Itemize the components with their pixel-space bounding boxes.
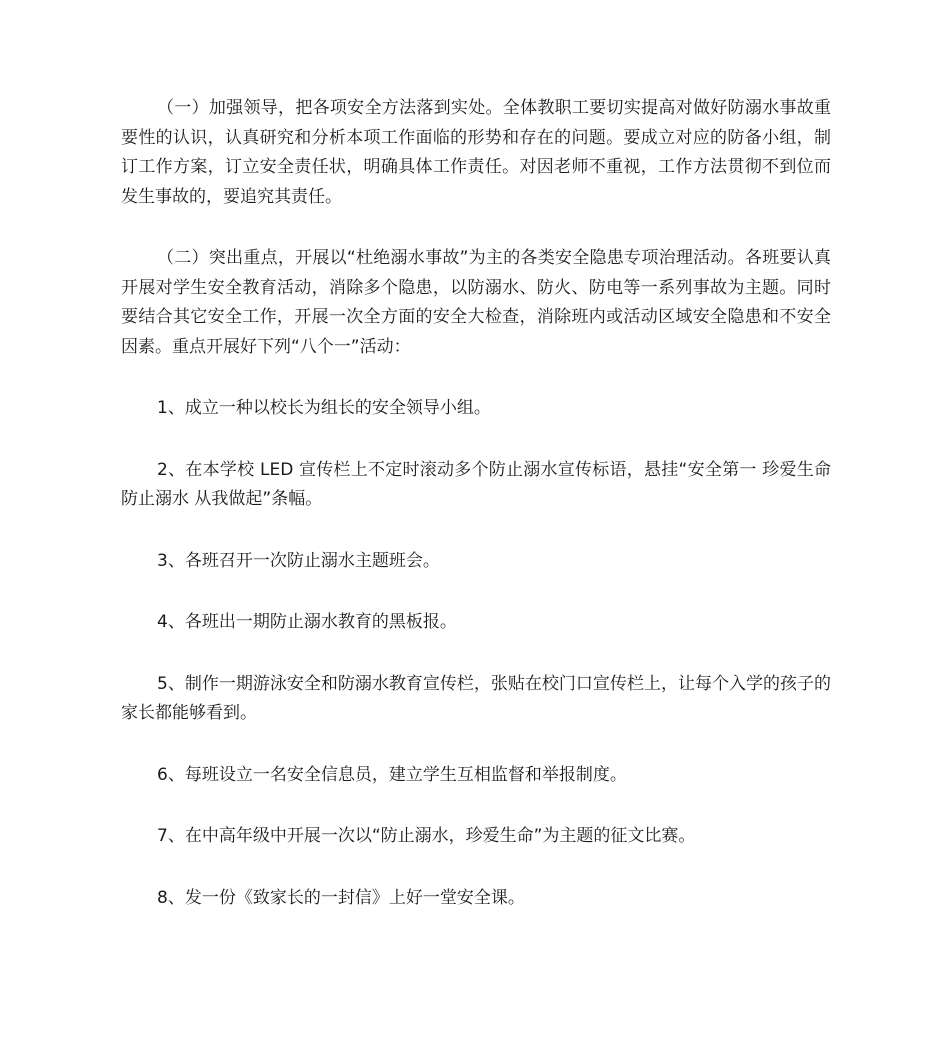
list-item-4: 4、各班出一期防止溺水教育的黑板报。 bbox=[157, 612, 457, 632]
list-item-2: 2、在本学校 LED 宣传栏上不定时滚动多个防止溺水宣传标语，悬挂“安全第一 珍爱生命 防止溺水 从我做起”条幅。 bbox=[121, 459, 831, 509]
list-item-1: 1、成立一种以校长为组长的安全领导小组。 bbox=[157, 398, 491, 418]
paragraph-strengthen-leadership: （一）加强领导，把各项安全方法落到实处。全体教职工要切实提高对做好防溺水事故重要性的认识，认真研究和分析本项工作面临的形势和存在的问题。要成立对应的防备小组，制订工作方案，订立安全责任状，明确具体工作责任。对因老师不重视，工作方法贯彻不到位而发生事故的，要追究其责任。 bbox=[121, 98, 831, 207]
list-item-8: 8、发一份《致家长的一封信》上好一堂安全课。 bbox=[157, 887, 525, 908]
document-page bbox=[121, 94, 831, 945]
list-item-6: 6、每班设立一名安全信息员，建立学生互相监督和举报制度。 bbox=[157, 764, 627, 785]
list-item-3: 3、各班召开一次防止溺水主题班会。 bbox=[157, 550, 440, 571]
list-item-5: 5、制作一期游泳安全和防溺水教育宣传栏，张贴在校门口宣传栏上，让每个入学的孩子的家长都能够看到。 bbox=[121, 673, 831, 723]
list-item-7: 7、在中高年级中开展一次以“防止溺水，珍爱生命”为主题的征文比赛。 bbox=[157, 826, 696, 846]
paragraph-highlight-priorities: （二）突出重点，开展以“杜绝溺水事故”为主的各类安全隐患专项治理活动。各班要认真开展对学生安全教育活动，消除多个隐患，以防溺水、防火、防电等一系列事故为主题。同时要结合其它安全工作，开展一次全方面的安全大检查，消除班内或活动区域安全隐患和不安全因素。重点开展好下列“八个一”活动： bbox=[121, 248, 831, 357]
